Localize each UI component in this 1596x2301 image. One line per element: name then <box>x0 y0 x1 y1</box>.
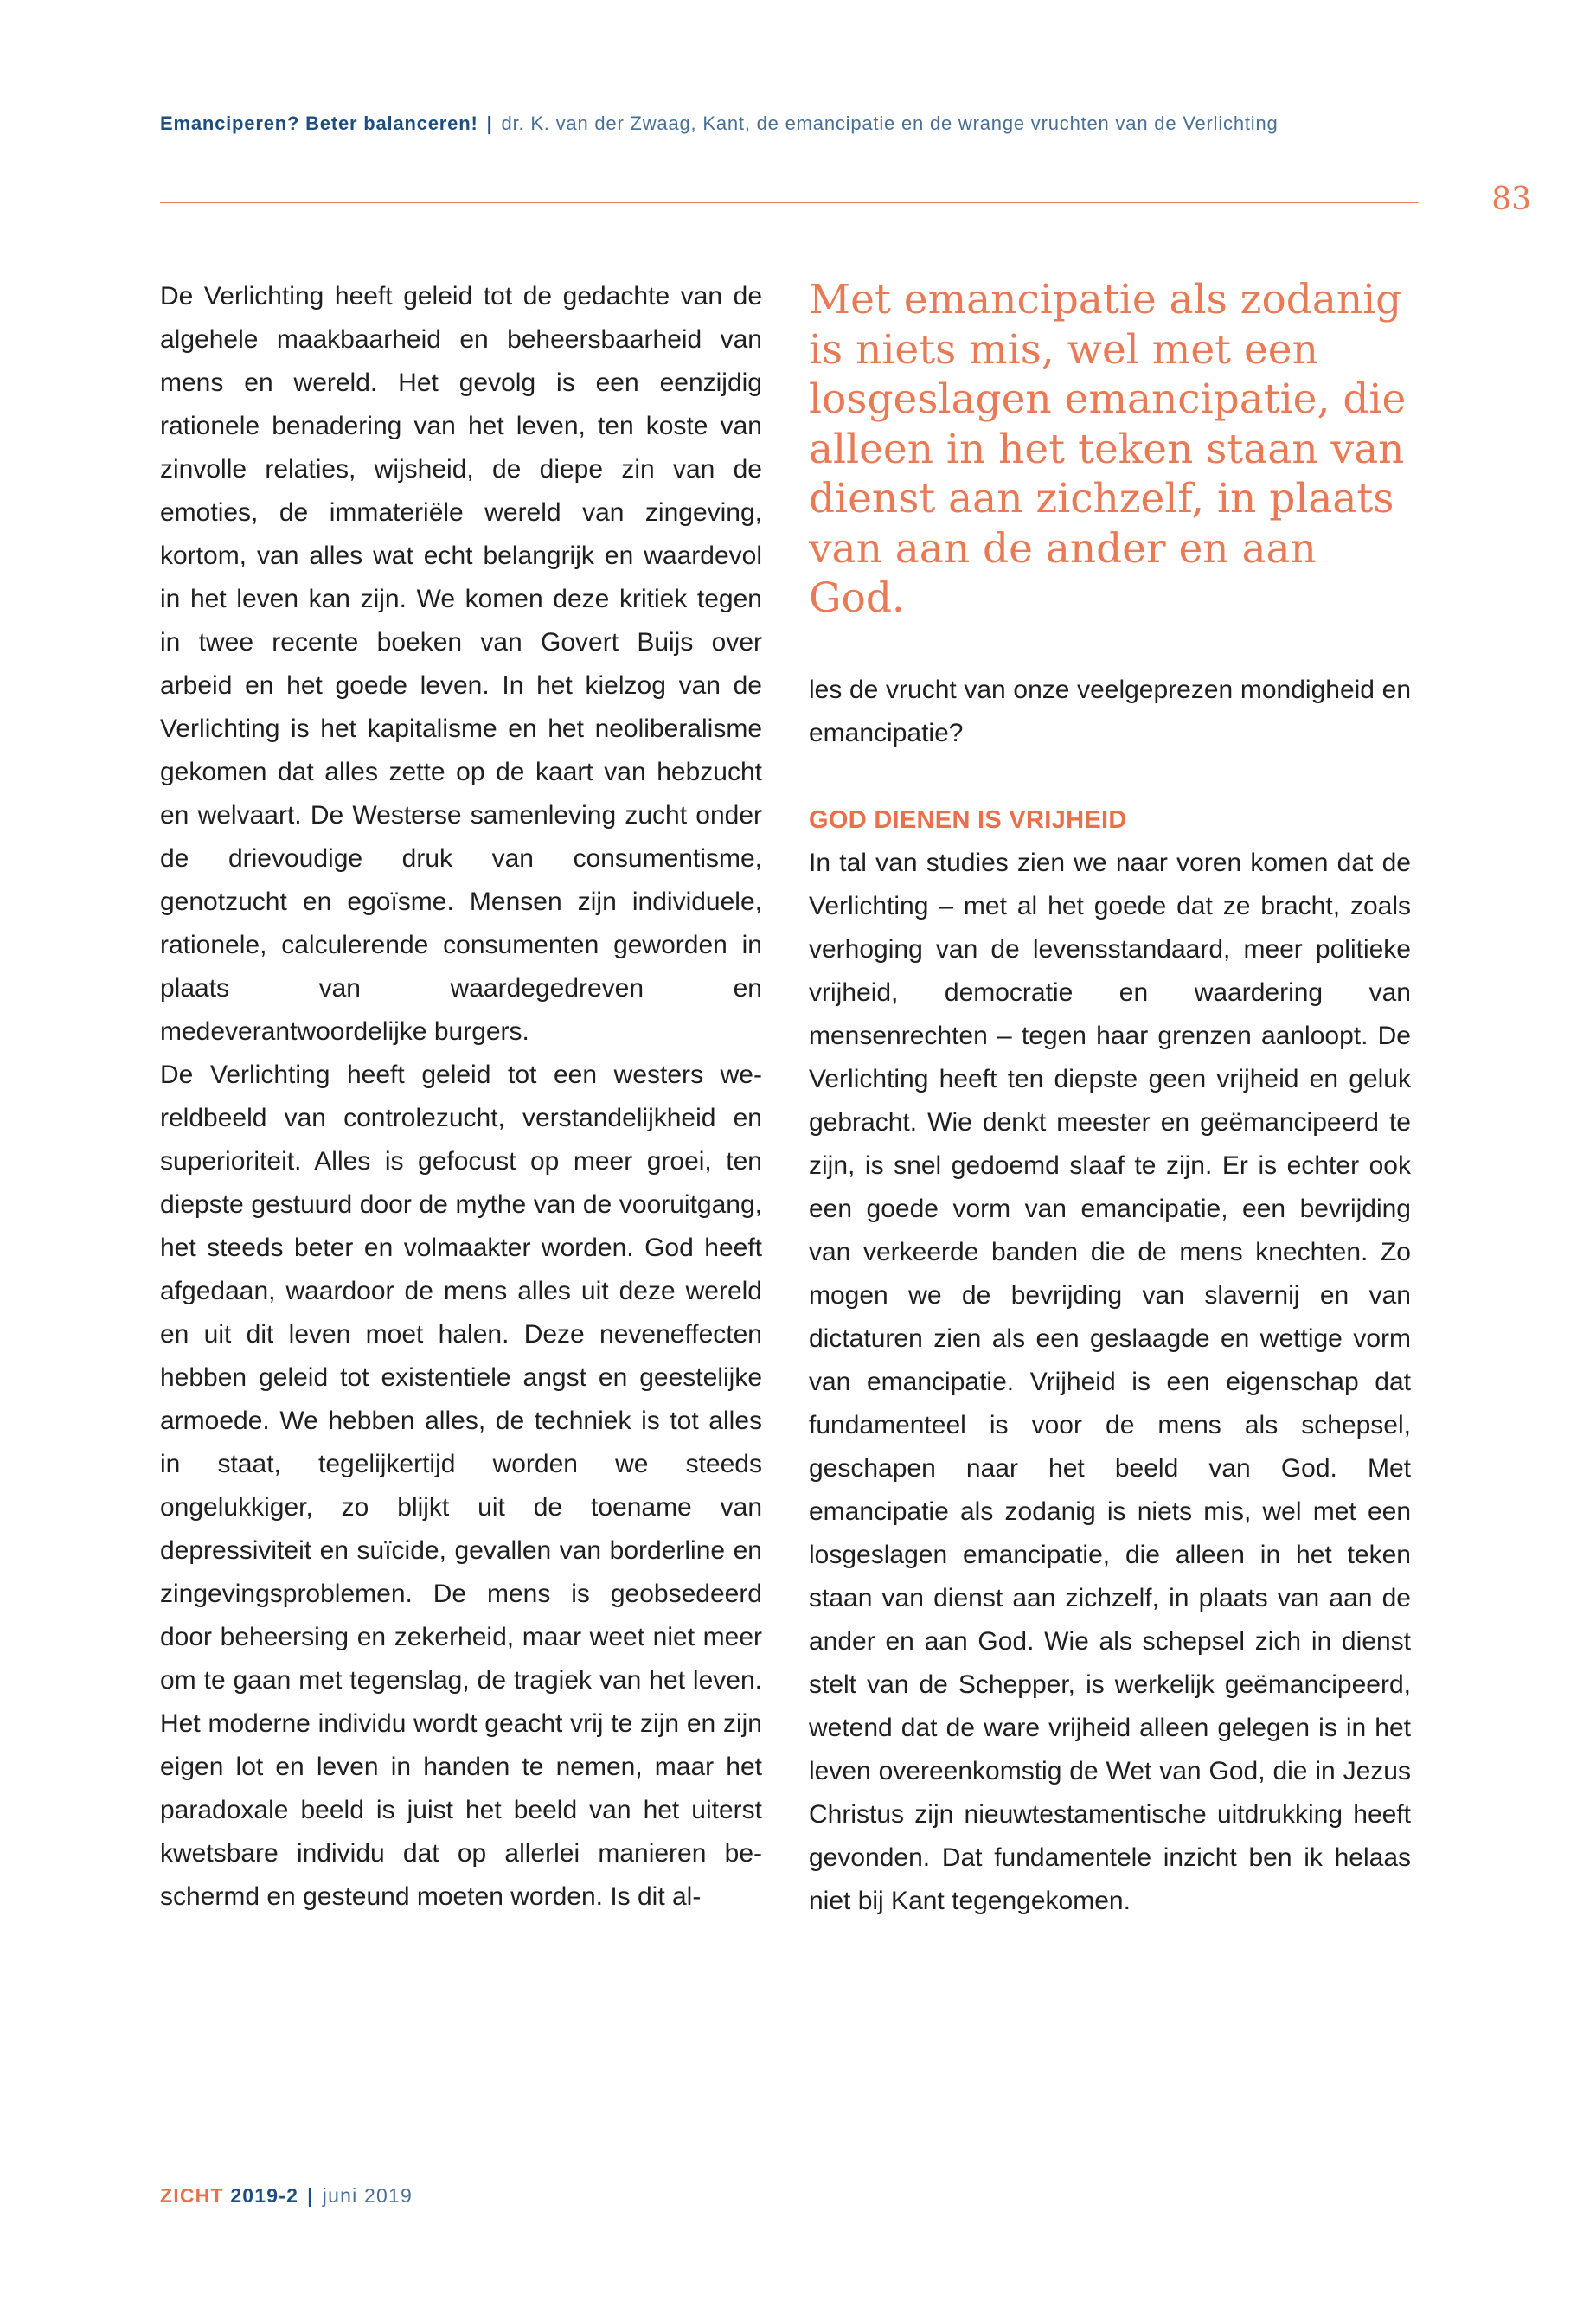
body-paragraph-split <box>160 1054 762 1919</box>
page-footer <box>160 2184 413 2208</box>
left-paragraph-2-text: De Verlichting heeft geleid tot een westers wereldbeeld van controlezucht, verstandelijkheid en superioriteit. Alles is gefocust op meer groei, ten diepste gestuurd door de mythe van de vooruitgang, het steeds beter en volmaakter worden. God heeft afgedaan, waardoor de mens alles uit deze wereld en uit dit leven moet halen. Deze neveneffecten hebben geleid tot existentiele angst en geestelijke armoede. We hebben alles, de techniek is tot alles in staat, tegelijkertijd worden we steeds ongelukkiger, zo blijkt uit de toename van depressiviteit en suïcide, gevallen van borderline en zingevingsproblemen. De mens is geobsedeerd door beheersing en zekerheid, maar weet niet meer om te gaan met tegenslag, de tragiek van het leven. Het moderne individu wordt geacht vrij te zijn en zijn eigen lot en leven in handen te nemen, maar het paradoxale beeld is juist het beeld van het uiterst kwetsbare individu dat op allerlei manieren beschermd en gesteund moeten worden. Is dit al- <box>160 1061 762 1911</box>
section-body: In tal van studies zien we naar voren komen dat de Verlichting – met al het goede dat ze bracht, zoals verhoging van de levensstandaard, meer politieke vrijheid, democratie en waardering van mensenrechten – tegen haar grenzen aanloopt. De Verlichting heeft ten diepste geen vrijheid en geluk gebracht. Wie denkt meester en geëmancipeerd te zijn, is snel gedoemd slaaf te zijn. Er is echter ook een goede vorm van emancipatie, een bevrijding van verkeerde banden die de mens knechten. Zo mogen we de bevrijding van slavernij en van dictaturen zien als een geslaagde en wettige vorm van emancipatie. Vrijheid is een eigenschap dat fundamenteel is voor de mens als schepsel, geschapen naar het beeld van God. Met emancipatie als zodanig is niets mis, wel met een losgeslagen emancipatie, die alleen in het teken staan van dienst aan zichzelf, in plaats van aan de ander en aan God. Wie als schepsel zich in dienst stelt van de Schepper, is werkelijk geëmancipeerd, wetend dat de ware vrijheid alleen gelegen is in het leven overeenkomstig de Wet van God, die in Jezus Christus zijn nieuwtestamentische uitdrukking heeft gevonden. Dat fundamentele inzicht ben ik helaas niet bij Kant tegengekomen. <box>809 848 1411 1915</box>
header-title: Emanciperen? Beter balanceren! <box>160 112 478 134</box>
header-separator: | <box>486 112 493 134</box>
footer-date: juni 2019 <box>322 2184 413 2207</box>
header-divider <box>160 202 1419 203</box>
left-column <box>160 275 762 1919</box>
footer-magazine: ZICHT <box>160 2184 224 2207</box>
footer-separator: | <box>307 2184 314 2207</box>
header-subtitle: dr. K. van der Zwaag, Kant, de emancipatie en de wrange vruchten van de Verlichting <box>501 112 1279 134</box>
section-heading: GOD DIENEN IS VRIJHEID <box>809 805 1127 834</box>
right-column <box>809 275 1411 1923</box>
pull-quote: Met emancipatie als zodanig is niets mis, wel met een losgeslagen emancipatie, die alleen in het teken staan van dienst aan zichzelf, in plaats van aan de ander en aan God. <box>809 276 1407 622</box>
running-header <box>160 112 1423 135</box>
page-number: 83 <box>1491 182 1531 217</box>
footer-issue: 2019-2 <box>230 2184 299 2207</box>
continued-paragraph: les de vrucht van onze veelgeprezen mondigheid en emancipatie? <box>809 675 1411 747</box>
body-paragraph: De Verlichting heeft geleid tot de gedachte van de algehele maakbaarheid en beheersbaarheid van mens en wereld. Het gevolg is een eenzijdig rationele benadering van het leven, ten koste van zinvolle relaties, wijsheid, de diepe zin van de emoties, de immateriële wereld van zingeving, kortom, van alles wat echt belangrijk en waardevol in het leven kan zijn. We komen deze kritiek tegen in twee recente boeken van Govert Buijs over arbeid en het goede leven. In het kielzog van de Verlichting is het kapitalisme en het neoliberalisme gekomen dat alles zette op de kaart van hebzucht en welvaart. De Westerse samenleving zucht onder de drievoudige druk van consumentisme, genotzucht en egoïsme. Mensen zijn individuele, rationele, calculerende consumenten geworden in plaats van waardegedreven en medeverantwoordelijke burgers. <box>160 282 762 1046</box>
